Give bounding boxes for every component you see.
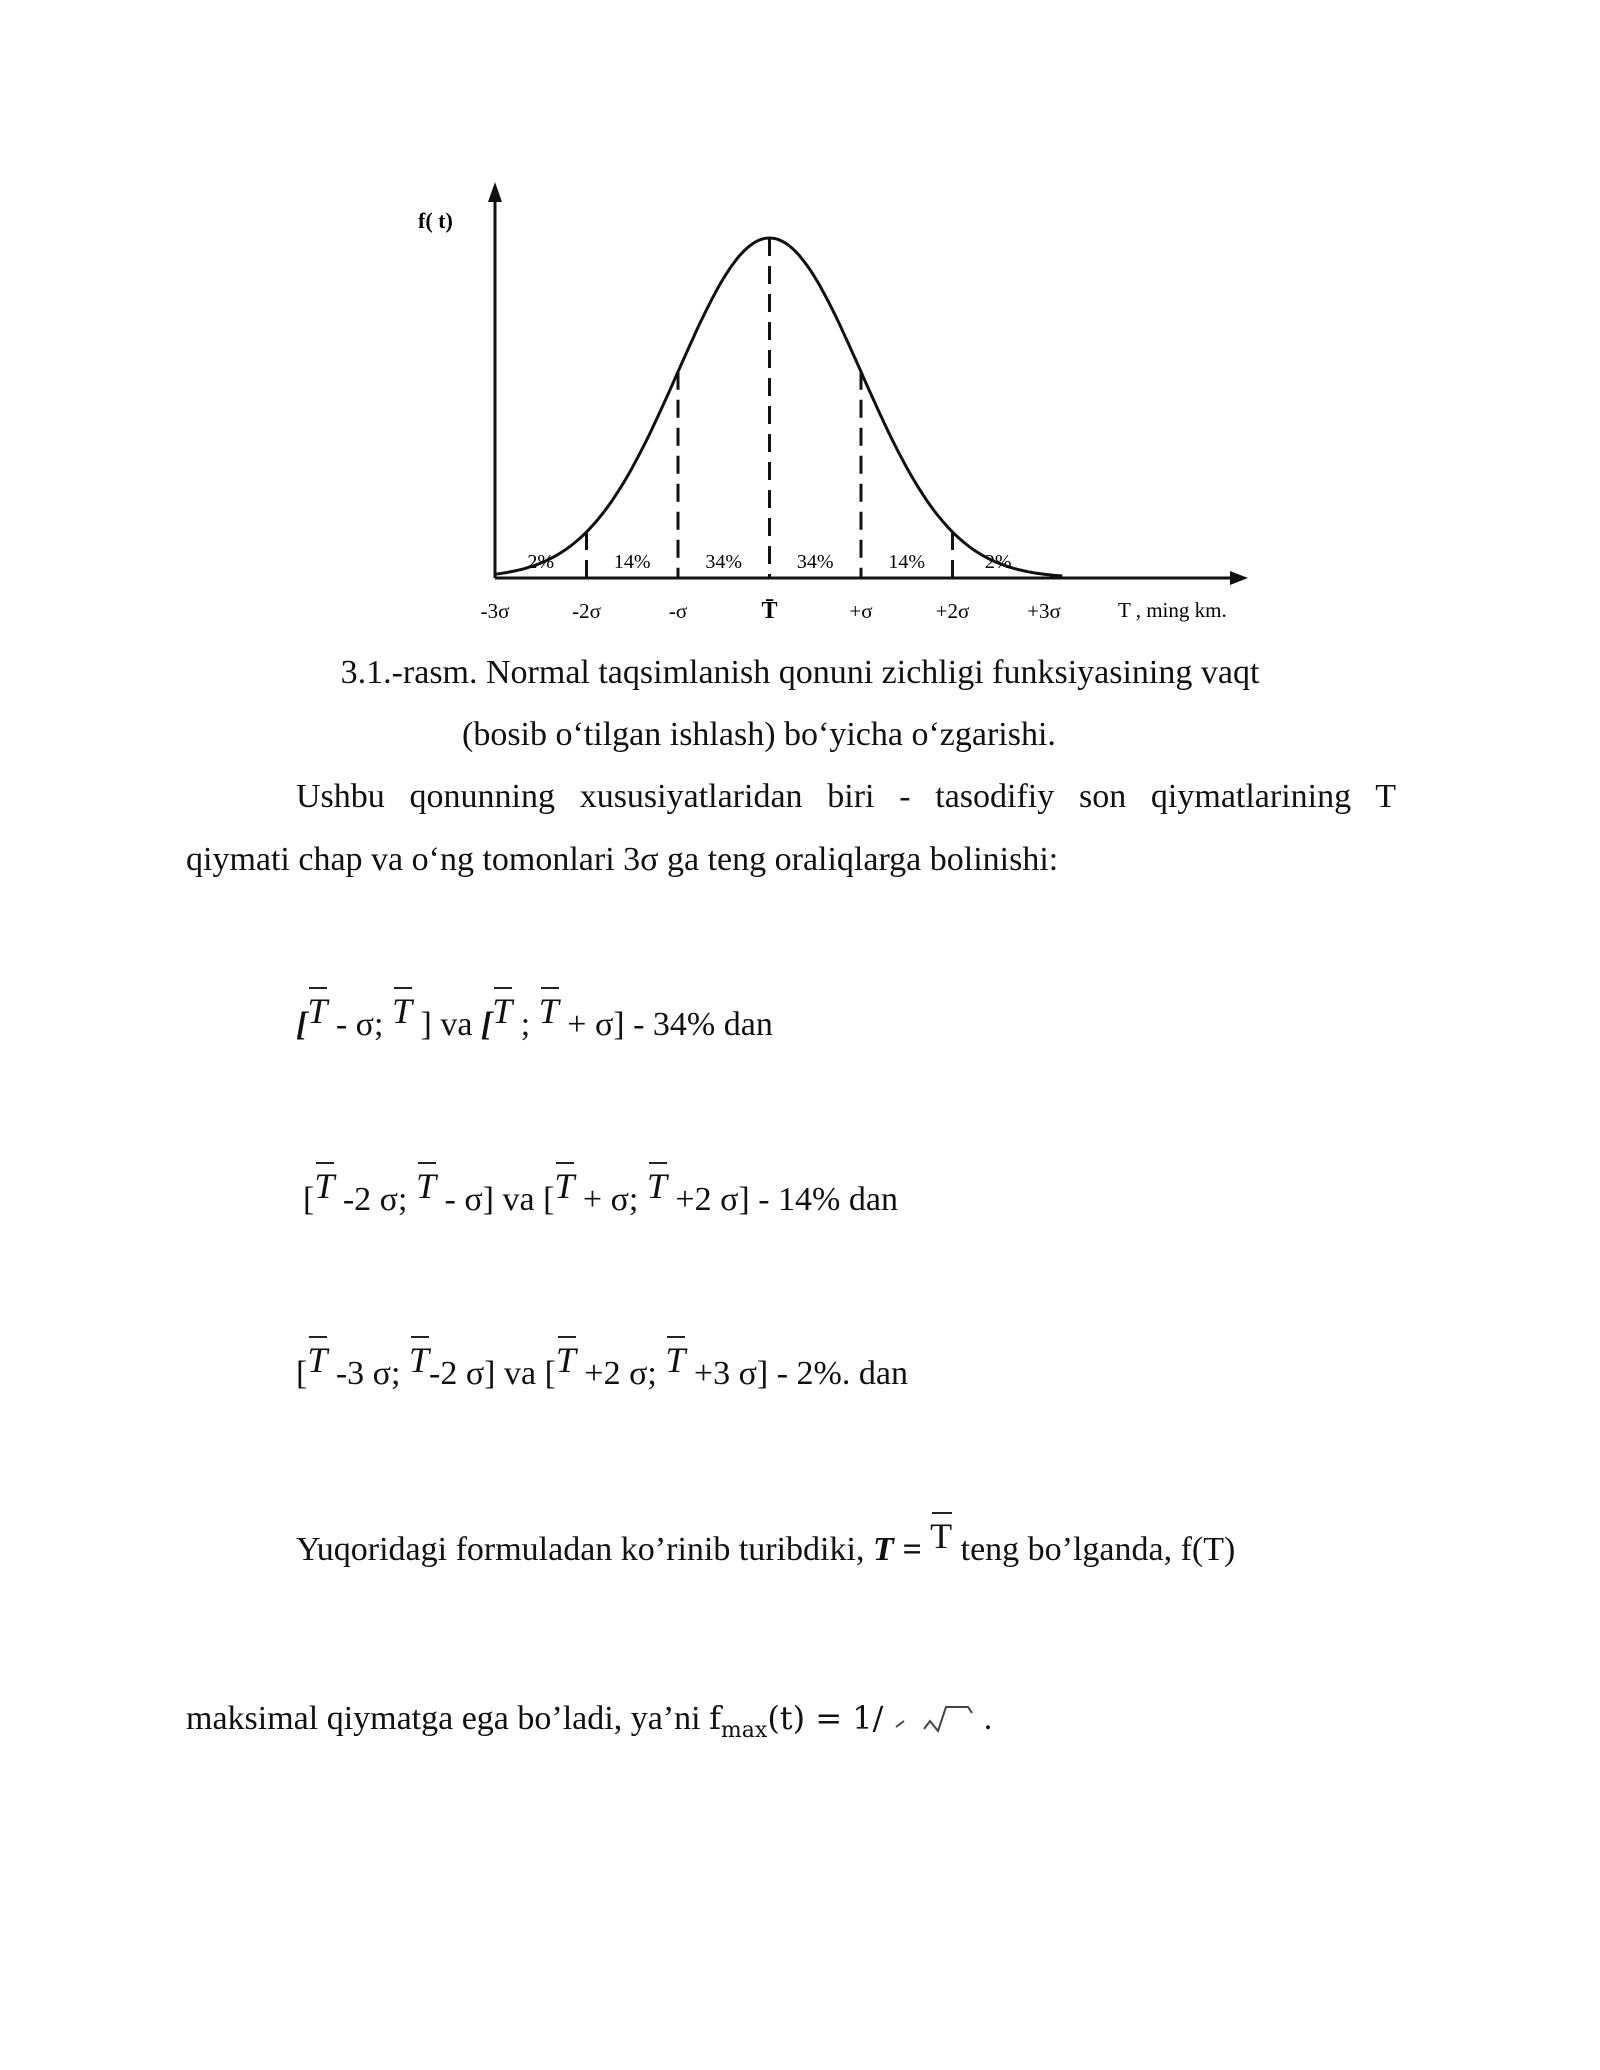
paragraph-line-2: qiymati chap va o‘ng tomonlari 3σ ga teng oraliqlarga bolinishi:	[186, 841, 1059, 878]
formula-14-percent: [T -2 σ; T - σ] va [T + σ; T +2 σ] - 14% dan	[303, 1166, 898, 1218]
fmax-formula: $f_{max}(t) = 1/$	[709, 1699, 984, 1737]
x-tick-label: -3σ	[480, 599, 510, 623]
x-tick-label: T̄	[761, 598, 778, 624]
x-tick-label: -σ	[668, 599, 688, 623]
x-tick-label: +2σ	[935, 599, 970, 623]
conclusion-line: Yuqoridagi formuladan ko’rinib turibdiki, T = T teng bo’lganda, f(T)	[296, 1516, 1236, 1568]
normal-distribution-figure	[400, 180, 1260, 640]
x-axis-arrow-icon	[1230, 571, 1248, 585]
figure-caption-line-1: 3.1.-rasm. Normal taqsimlanish qonuni zichligi funksiyasining vaqt	[340, 654, 1260, 691]
y-axis-arrow-icon	[488, 182, 502, 202]
segment-label: 14%	[613, 551, 651, 573]
axes	[488, 182, 1248, 585]
sqrt-fragment-icon	[894, 1703, 974, 1733]
x-tick-labels	[481, 598, 1061, 624]
segment-label: 2%	[984, 551, 1012, 573]
paragraph-line-1: Ushbu qonunning xususiyatlaridan biri - tasodifiy son qiymatlarining T	[296, 778, 1396, 815]
segment-label: 34%	[796, 551, 834, 573]
sigma-dividers	[587, 238, 953, 578]
final-line: maksimal qiymatga ega bo’ladi, ya’ni $f_{max}(t) = 1/$ .	[186, 1699, 993, 1743]
x-tick-label: +3σ	[1027, 599, 1061, 623]
x-axis-label: T , ming km.	[1118, 598, 1227, 622]
figure-caption-line-2: (bosib o‘tilgan ishlash) bo‘yicha o‘zgarishi.	[462, 716, 1056, 753]
y-axis-label: f( t)	[418, 208, 453, 233]
segment-label: 34%	[705, 551, 743, 573]
x-tick-label: -2σ	[572, 599, 601, 623]
x-tick-label: +σ	[849, 599, 873, 623]
formula-2-percent: [T -3 σ; T-2 σ] va [T +2 σ; T +3 σ] - 2%. dan	[296, 1340, 908, 1392]
formula-34-percent: [T - σ; T ] va [T ; T + σ] - 34% dan	[296, 991, 773, 1043]
density-curve	[495, 238, 1062, 576]
segment-label: 14%	[888, 551, 926, 573]
segment-label: 2%	[527, 551, 555, 573]
